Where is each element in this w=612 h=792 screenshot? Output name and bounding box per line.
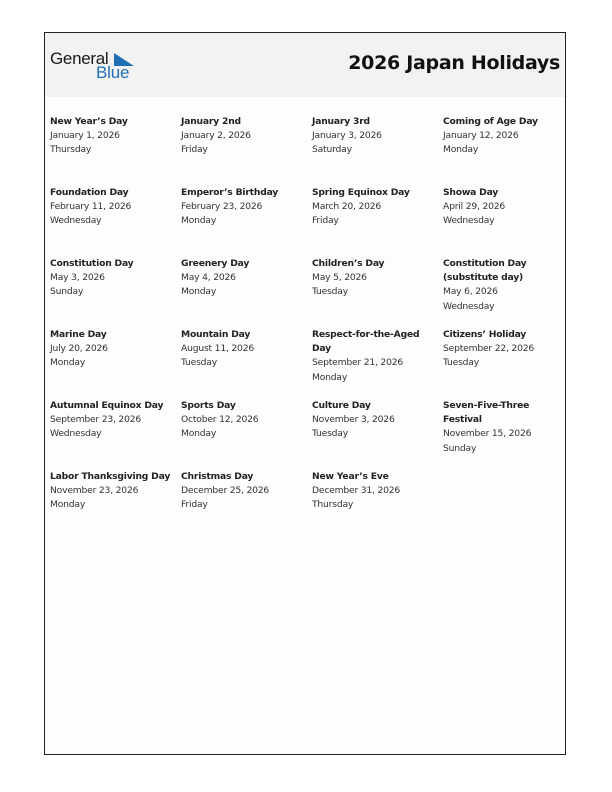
holiday-entry: [312, 115, 443, 186]
holiday-weekday: Thursday: [312, 499, 354, 511]
holiday-entry: [443, 257, 570, 328]
holiday-entry: [312, 257, 443, 328]
holiday-weekday: Tuesday: [312, 286, 348, 298]
holiday-date: February 11, 2026: [50, 201, 132, 213]
holiday-name: Citizens’ Holiday: [443, 329, 527, 340]
holiday-entry: [312, 186, 443, 257]
holiday-name: Marine Day: [50, 329, 107, 340]
holiday-date: September 23, 2026: [50, 414, 142, 426]
holiday-date: May 6, 2026: [443, 286, 498, 298]
holiday-weekday: Wednesday: [50, 428, 102, 440]
holiday-weekday: Friday: [181, 144, 208, 156]
holiday-name: Mountain Day: [181, 329, 251, 340]
holiday-date: January 3, 2026: [312, 130, 382, 142]
holiday-weekday: Wednesday: [443, 215, 495, 227]
holiday-name: January 2nd: [181, 116, 241, 127]
holiday-name: Culture Day: [312, 400, 371, 411]
holiday-name: Seven-Five-Three Festival: [443, 400, 530, 426]
holiday-date: May 5, 2026: [312, 272, 367, 284]
holiday-name: Greenery Day: [181, 258, 250, 269]
holiday-weekday: Friday: [181, 499, 208, 511]
holiday-weekday: Tuesday: [181, 357, 217, 369]
holiday-name: Labor Thanksgiving Day: [50, 471, 171, 482]
holiday-name: Constitution Day: [50, 258, 134, 269]
holiday-name: Children’s Day: [312, 258, 385, 269]
holiday-entry: [50, 399, 181, 470]
holiday-entry: [50, 470, 181, 541]
holiday-weekday: Monday: [50, 499, 86, 511]
holiday-date: January 12, 2026: [443, 130, 519, 142]
holiday-date: March 20, 2026: [312, 201, 382, 213]
holiday-name: Foundation Day: [50, 187, 129, 198]
holiday-weekday: Sunday: [50, 286, 84, 298]
holiday-date: September 21, 2026: [312, 357, 404, 369]
holiday-entry: [50, 115, 181, 186]
holiday-name: Autumnal Equinox Day: [50, 400, 164, 411]
holiday-name: January 3rd: [312, 116, 370, 127]
holiday-weekday: Thursday: [50, 144, 92, 156]
holiday-entry: [443, 115, 570, 186]
holiday-weekday: Monday: [312, 371, 348, 383]
holiday-entry: [181, 257, 312, 328]
holiday-name: Respect-for-the-Aged Day: [312, 329, 420, 355]
holiday-weekday: Monday: [50, 357, 86, 369]
holiday-date: August 11, 2026: [181, 343, 254, 355]
holiday-weekday: Wednesday: [50, 215, 102, 227]
holiday-date: November 23, 2026: [50, 485, 139, 497]
logo-text-general: General: [50, 49, 109, 68]
holiday-entry: [443, 186, 570, 257]
holiday-weekday: Monday: [181, 286, 217, 298]
holiday-name: Coming of Age Day: [443, 116, 538, 127]
holiday-date: May 4, 2026: [181, 272, 236, 284]
page-title: 2026 Japan Holidays: [348, 52, 560, 74]
holiday-name: Sports Day: [181, 400, 236, 411]
holiday-name: Christmas Day: [181, 471, 254, 482]
holiday-entry: [181, 399, 312, 470]
holiday-date: April 29, 2026: [443, 201, 506, 213]
holiday-entry: [443, 399, 570, 470]
holiday-date: November 15, 2026: [443, 428, 532, 440]
holiday-entry: [181, 328, 312, 399]
holiday-weekday: Wednesday: [443, 300, 495, 312]
holiday-entry: [50, 257, 181, 328]
holiday-date: July 20, 2026: [50, 343, 108, 355]
holiday-weekday: Friday: [312, 215, 339, 227]
holiday-date: October 12, 2026: [181, 414, 259, 426]
holiday-entry: [312, 328, 443, 399]
holiday-weekday: Sunday: [443, 442, 477, 454]
holiday-name: Emperor’s Birthday: [181, 187, 279, 198]
holiday-weekday: Monday: [443, 144, 479, 156]
holiday-name: Spring Equinox Day: [312, 187, 410, 198]
holiday-date: January 1, 2026: [50, 130, 120, 142]
holiday-date: May 3, 2026: [50, 272, 105, 284]
holiday-grid: [50, 115, 570, 541]
holiday-weekday: Tuesday: [443, 357, 479, 369]
document-page: [44, 32, 566, 755]
generalblue-logo: [50, 49, 140, 83]
holiday-weekday: Tuesday: [312, 428, 348, 440]
holiday-entry: [181, 115, 312, 186]
holiday-date: September 22, 2026: [443, 343, 535, 355]
holiday-entry: [50, 186, 181, 257]
page-header: [45, 33, 565, 97]
holiday-name: New Year’s Day: [50, 116, 128, 127]
holiday-entry: [443, 328, 570, 399]
holiday-name: New Year’s Eve: [312, 471, 389, 482]
holiday-date: December 25, 2026: [181, 485, 270, 497]
holiday-date: December 31, 2026: [312, 485, 401, 497]
holiday-entry: [181, 470, 312, 541]
holiday-weekday: Saturday: [312, 144, 352, 156]
holiday-weekday: Monday: [181, 215, 217, 227]
logo-text-blue: Blue: [96, 63, 130, 82]
holiday-entry: [181, 186, 312, 257]
holiday-date: January 2, 2026: [181, 130, 251, 142]
holiday-weekday: Monday: [181, 428, 217, 440]
holiday-entry: [312, 470, 443, 541]
holiday-entry: [50, 328, 181, 399]
holiday-date: February 23, 2026: [181, 201, 263, 213]
holiday-entry: [312, 399, 443, 470]
holiday-date: November 3, 2026: [312, 414, 395, 426]
holiday-name: Showa Day: [443, 187, 499, 198]
holiday-name: Constitution Day (substitute day): [443, 258, 527, 284]
